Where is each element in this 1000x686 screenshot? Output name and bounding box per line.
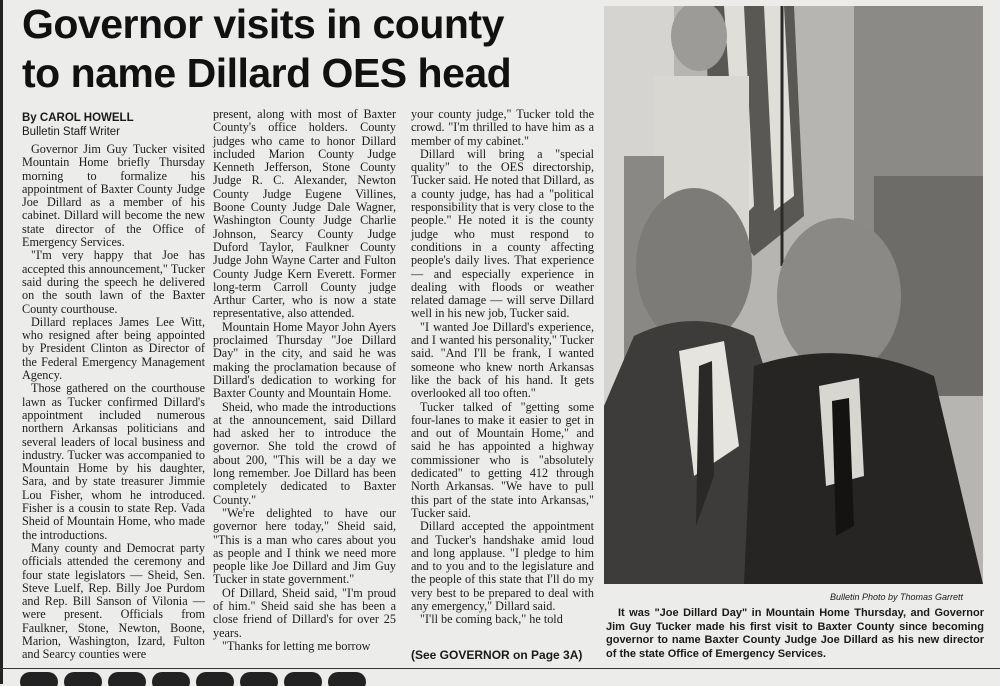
paragraph: present, along with most of Baxter County's office holders. County judges who came to honor Dillard included Marion County Judge Kenneth Jefferson, Stone County Judge R. C. Alexander, Newton County Judge Eugene Villines, Boone County Judge Dale Wagner, Washington County Judge Charlie Johnson, Searcy County Judge Duford Taylor, Faulkner County Judge John Wayne Carter and Fulton County Judge Kern Everett. Former long-term Carroll County judge Arthur Carter, who is now a state representative, also attended. <box>213 107 396 321</box>
article-column-3 <box>411 108 594 663</box>
byline-author: CAROL HOWELL <box>39 112 134 124</box>
paragraph: your county judge," Tucker told the crowd. "I'm thrilled to have him as a member of my cabinet." <box>411 107 594 148</box>
paragraph: "I'll be coming back," he told <box>420 612 563 627</box>
paragraph: "Thanks for letting me borrow <box>222 638 371 653</box>
byline-role: Bulletin Staff Writer <box>22 126 121 138</box>
paragraph: Dillard accepted the appointment and Tucker's handshake amid loud and long applause. "I pledge to him and to you and to the legislature and the people of this state that I'll do my very best to be prepared to deal with any emergency," Dillard said. <box>411 519 594 613</box>
article-column-1 <box>22 143 205 663</box>
photo-illustration <box>604 6 983 584</box>
byline-prefix: By <box>22 112 37 124</box>
paragraph: Many county and Democrat party officials attended the ceremony and four state legislators — Sheid, Sen. Steve Luelf, Rep. Billy Joe Purdom and Rep. Bill Sanson of Vilonia — were present. Officials from Faulkner, Stone, Newton, Boone, Marion, Washington, Izard, Fulton and Searcy counties were <box>22 540 205 662</box>
photo-credit: Bulletin Photo by Thomas Garrett <box>830 592 964 602</box>
paragraph: "I wanted Joe Dillard's experience, and I wanted his personality," Tucker said. "And I'll be frank, I wanted someone who knew north Arkansas like the back of his hand. It gets overlooked all too often." <box>411 319 594 401</box>
paragraph: Mountain Home Mayor John Ayers proclaimed Thursday "Joe Dillard Day" in the city, and said he was making the proclamation because of Dillard's dedication to working for Baxter County and Mountain Home. <box>213 319 396 401</box>
continuation-note: (See GOVERNOR on Page 3A) <box>411 648 583 662</box>
divider <box>0 668 1000 669</box>
headline <box>22 0 612 98</box>
article-column-2 <box>213 108 396 663</box>
paragraph: Dillard replaces James Lee Witt, who resigned after being appointed by President Clinton as Director of the Federal Emergency Management Agency. <box>22 314 205 383</box>
paragraph: Dillard will bring a "special quality" to the OES directorship, Tucker said. He noted that Dillard, as a county judge, has had a "political responsibility that is very close to the people." He noted it is the county judge who must respond to conditions in a county affecting people's daily lives. That experience — and especially experience in dealing with floods or weather related damage — will serve Dillard well in his new job, Tucker said. <box>411 146 594 321</box>
paragraph: Those gathered on the courthouse lawn as Tucker confirmed Dillard's appointment included numerous northern Arkansas politicians and several leaders of local business and industry. Tucker was accompanied to Mountain Home by his daughter, Sara, and by state treasurer Jimmie Lou Fisher, whom he introduced. Fisher is a cousin to state Rep. Vada Sheid of Mountain Home, who made the introductions. <box>22 381 205 542</box>
paragraph: Sheid, who made the introductions at the announcement, said Dillard had asked her to introduce the governor. She told the crowd of about 200, "This will be a day we long remember. Joe Dillard has been completely dedicated to Baxter County." <box>213 399 396 507</box>
paragraph: "We're delighted to have our governor here today," Sheid said, "This is a man who cares about you as people and I think we need more people like Joe Dillard and Jim Guy Tucker in state government." <box>213 505 396 587</box>
paragraph: "I'm very happy that Joe has accepted this announcement," Tucker said during the speech he delivered on the south lawn of the Baxter County courthouse. <box>22 248 205 316</box>
headline-line-1: Governor visits in county <box>22 1 504 47</box>
byline <box>22 111 134 139</box>
paragraph: Tucker talked of "getting some four-lanes to make it easier to get in and out of Mountain Home," and said he has appointed a highway commissioner who is "absolutely dedicated" to getting 412 through North Arkansas. "We have to pull this part of the state into Arkansas," Tucker said. <box>411 399 594 520</box>
headline-line-2: to name Dillard OES head <box>22 50 512 96</box>
news-photo <box>604 6 983 584</box>
column-rule <box>0 0 3 684</box>
photo-caption: It was "Joe Dillard Day" in Mountain Home Thursday, and Governor Jim Guy Tucker made his first visit to Baxter County since becoming governor to name Baxter County Judge Joe Dillard as his new director of the state Office of Emergency Services. <box>606 607 984 660</box>
paragraph: Of Dillard, Sheid said, "I'm proud of him." Sheid said she has been a close friend of Dillard's for over 25 years. <box>213 585 396 640</box>
paragraph: Governor Jim Guy Tucker visited Mountain Home briefly Thursday morning to formalize his appointment of Baxter County Judge Joe Dillard as a member of his cabinet. Dillard will become the new state director of the Office of Emergency Services. <box>22 142 205 250</box>
